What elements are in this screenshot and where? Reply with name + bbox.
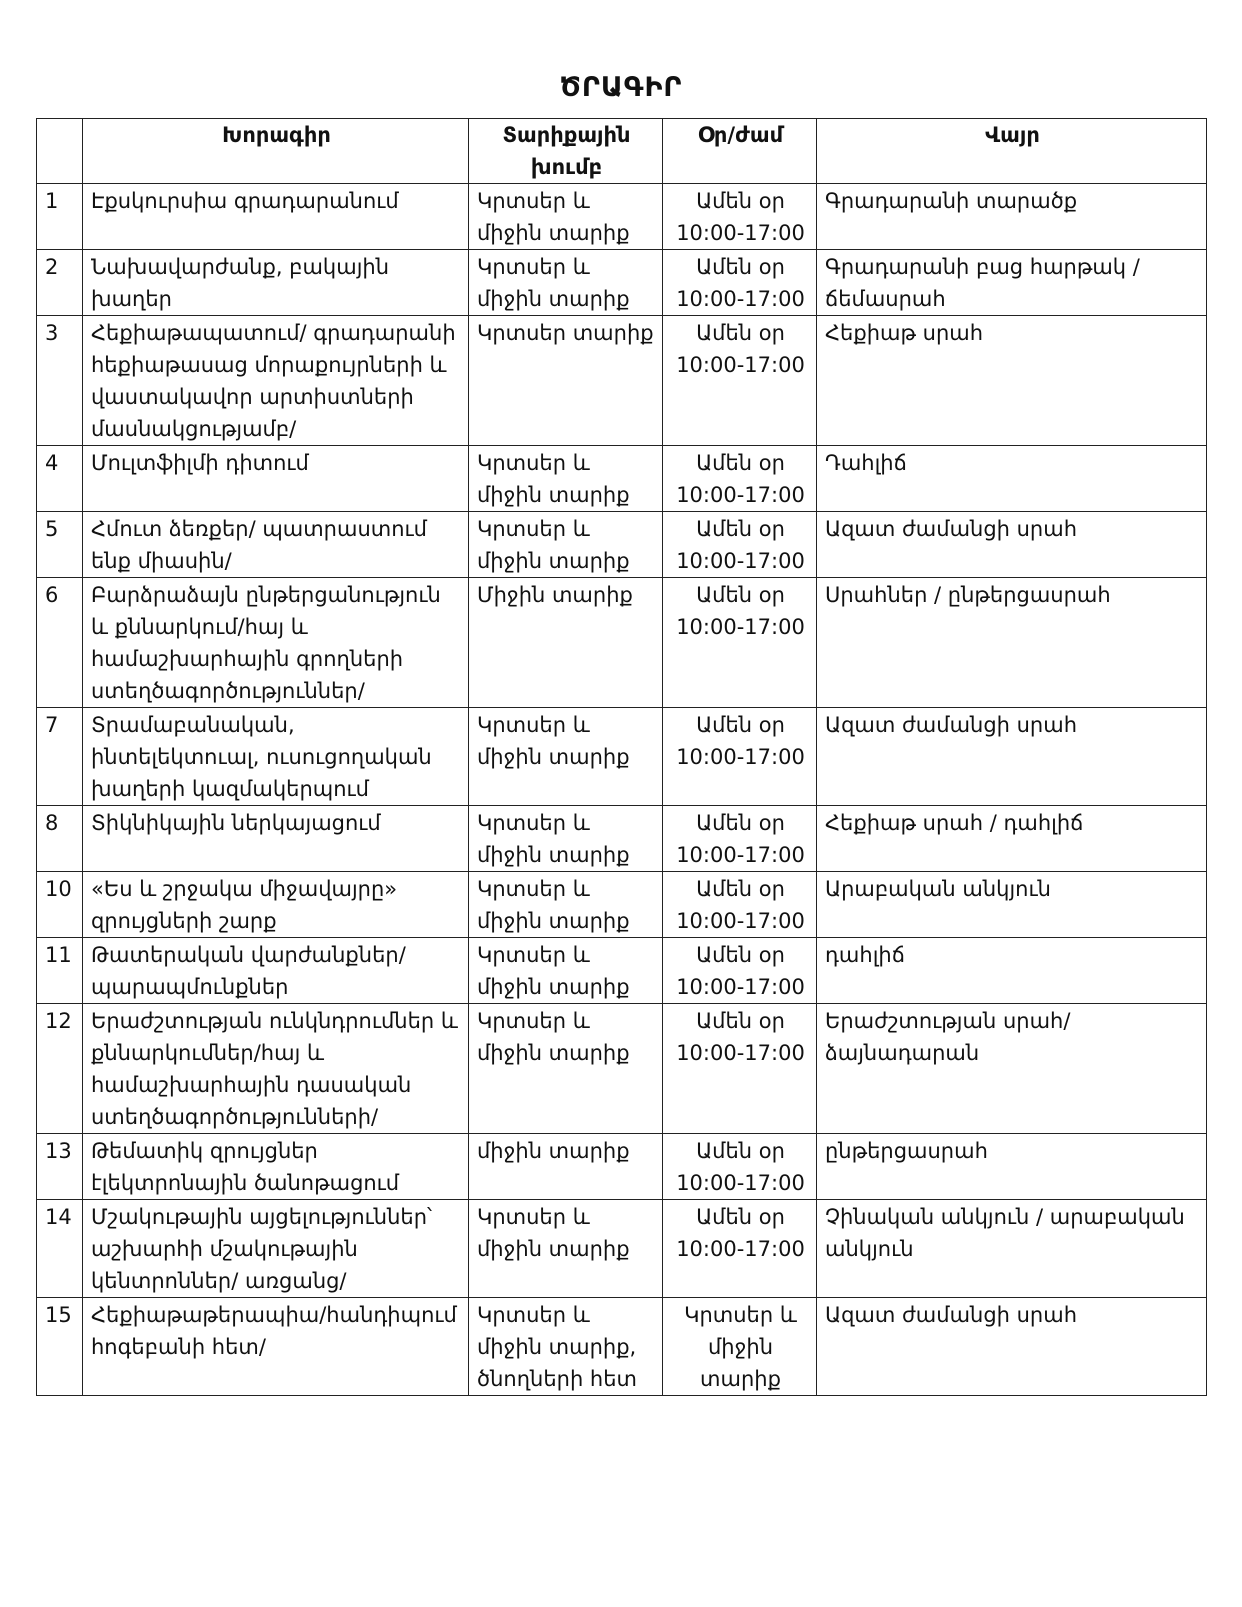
row-activity: Տիկնիկային ներկայացում <box>83 806 469 872</box>
program-table <box>36 118 1207 1396</box>
row-activity: Թատերական վարժանքներ/պարապմունքներ <box>83 938 469 1004</box>
row-number: 2 <box>37 250 83 316</box>
table-row <box>37 1134 1207 1200</box>
row-time: Ամեն օր 10:00-17:00 <box>663 184 817 250</box>
row-age-group: Կրտսեր և միջին տարիք <box>469 806 663 872</box>
row-time: Ամեն օր 10:00-17:00 <box>663 1004 817 1134</box>
row-place: Երաժշտության սրահ/ձայնադարան <box>817 1004 1207 1134</box>
row-number: 8 <box>37 806 83 872</box>
row-activity: Երաժշտության ունկնդրումներ և քննարկումներ/հայ և համաշխարհային դասական ստեղծագործությունների/ <box>83 1004 469 1134</box>
row-number: 4 <box>37 446 83 512</box>
header-activity: Խորագիր <box>83 119 469 184</box>
row-time: Ամեն օր 10:00-17:00 <box>663 250 817 316</box>
row-activity: Նախավարժանք, բակային խաղեր <box>83 250 469 316</box>
row-number: 3 <box>37 316 83 446</box>
row-time: Ամեն օր 10:00-17:00 <box>663 708 817 806</box>
header-row <box>37 119 1207 184</box>
table-row <box>37 184 1207 250</box>
row-time: Կրտսեր և միջին տարիք <box>663 1298 817 1396</box>
header-age: Տարիքային խումբ <box>469 119 663 184</box>
row-activity: Մուլտֆիլմի դիտում <box>83 446 469 512</box>
row-number: 13 <box>37 1134 83 1200</box>
row-place: Գրադարանի բաց հարթակ / ճեմասրահ <box>817 250 1207 316</box>
row-number: 11 <box>37 938 83 1004</box>
row-age-group: Կրտսեր և միջին տարիք <box>469 446 663 512</box>
table-row <box>37 1298 1207 1396</box>
row-age-group: Կրտսեր և միջին տարիք <box>469 250 663 316</box>
row-activity: Հեքիաթաթերապիա/հանդիպում հոգեբանի հետ/ <box>83 1298 469 1396</box>
row-activity: Տրամաբանական, ինտելեկտուալ, ուսուցողական խաղերի կազմակերպում <box>83 708 469 806</box>
row-activity: Էքսկուրսիա գրադարանում <box>83 184 469 250</box>
row-place: Ազատ ժամանցի սրահ <box>817 708 1207 806</box>
row-number: 6 <box>37 578 83 708</box>
row-activity: Բարձրաձայն ընթերցանություն և քննարկում/հայ և համաշխարհային գրողների ստեղծագործություններ/ <box>83 578 469 708</box>
row-number: 14 <box>37 1200 83 1298</box>
row-activity: Հմուտ ձեռքեր/ պատրաստում ենք միասին/ <box>83 512 469 578</box>
row-age-group: Կրտսեր տարիք <box>469 316 663 446</box>
row-age-group: Կրտսեր և միջին տարիք <box>469 872 663 938</box>
row-place: դահլիճ <box>817 938 1207 1004</box>
header-place: Վայր <box>817 119 1207 184</box>
row-number: 5 <box>37 512 83 578</box>
row-time: Ամեն օր 10:00-17:00 <box>663 578 817 708</box>
row-age-group: Կրտսեր և միջին տարիք <box>469 708 663 806</box>
header-num <box>37 119 83 184</box>
table-row <box>37 512 1207 578</box>
table-row <box>37 806 1207 872</box>
table-row <box>37 250 1207 316</box>
row-time: Ամեն օր 10:00-17:00 <box>663 446 817 512</box>
table-row <box>37 938 1207 1004</box>
row-place: Արաբական անկյուն <box>817 872 1207 938</box>
table-row <box>37 446 1207 512</box>
row-time: Ամեն օր 10:00-17:00 <box>663 1134 817 1200</box>
row-place: Սրահներ / ընթերցասրահ <box>817 578 1207 708</box>
header-time: Օր/ժամ <box>663 119 817 184</box>
row-number: 15 <box>37 1298 83 1396</box>
row-activity: Թեմատիկ զրույցներ էլեկտրոնային ծանոթացում <box>83 1134 469 1200</box>
row-age-group: Կրտսեր և միջին տարիք <box>469 1200 663 1298</box>
row-number: 12 <box>37 1004 83 1134</box>
row-activity: Մշակութային այցելություններ՝ աշխարհի մշակութային կենտրոններ/ առցանց/ <box>83 1200 469 1298</box>
row-time: Ամեն օր 10:00-17:00 <box>663 938 817 1004</box>
table-row <box>37 872 1207 938</box>
row-time: Ամեն օր 10:00-17:00 <box>663 872 817 938</box>
row-time: Ամեն օր 10:00-17:00 <box>663 806 817 872</box>
row-number: 1 <box>37 184 83 250</box>
row-place: Չինական անկյուն / արաբական անկյուն <box>817 1200 1207 1298</box>
row-age-group: Կրտսեր և միջին տարիք <box>469 1004 663 1134</box>
row-place: Հեքիաթ սրահ <box>817 316 1207 446</box>
row-activity: «Ես և շրջակա միջավայրը» զրույցների շարք <box>83 872 469 938</box>
table-row <box>37 316 1207 446</box>
row-age-group: Կրտսեր և միջին տարիք <box>469 938 663 1004</box>
row-age-group: Կրտսեր և միջին տարիք, ծնողների հետ <box>469 1298 663 1396</box>
row-place: Ազատ ժամանցի սրահ <box>817 512 1207 578</box>
row-place: Գրադարանի տարածք <box>817 184 1207 250</box>
row-number: 10 <box>37 872 83 938</box>
row-age-group: Կրտսեր և միջին տարիք <box>469 512 663 578</box>
table-row <box>37 1004 1207 1134</box>
row-age-group: միջին տարիք <box>469 1134 663 1200</box>
row-time: Ամեն օր 10:00-17:00 <box>663 316 817 446</box>
table-row <box>37 708 1207 806</box>
row-time: Ամեն օր 10:00-17:00 <box>663 1200 817 1298</box>
row-activity: Հեքիաթապատում/ գրադարանի հեքիաթասաց մորաքույրների և վաստակավոր արտիստների մասնակցությամբ/ <box>83 316 469 446</box>
row-age-group: Կրտսեր և միջին տարիք <box>469 184 663 250</box>
row-age-group: Միջին տարիք <box>469 578 663 708</box>
row-number: 7 <box>37 708 83 806</box>
table-row <box>37 578 1207 708</box>
row-place: ընթերցասրահ <box>817 1134 1207 1200</box>
page-title: ԾՐԱԳԻՐ <box>559 72 683 103</box>
table-row <box>37 1200 1207 1298</box>
row-place: Հեքիաթ սրահ / դահլիճ <box>817 806 1207 872</box>
row-place: Դահլիճ <box>817 446 1207 512</box>
row-time: Ամեն օր 10:00-17:00 <box>663 512 817 578</box>
row-place: Ազատ ժամանցի սրահ <box>817 1298 1207 1396</box>
